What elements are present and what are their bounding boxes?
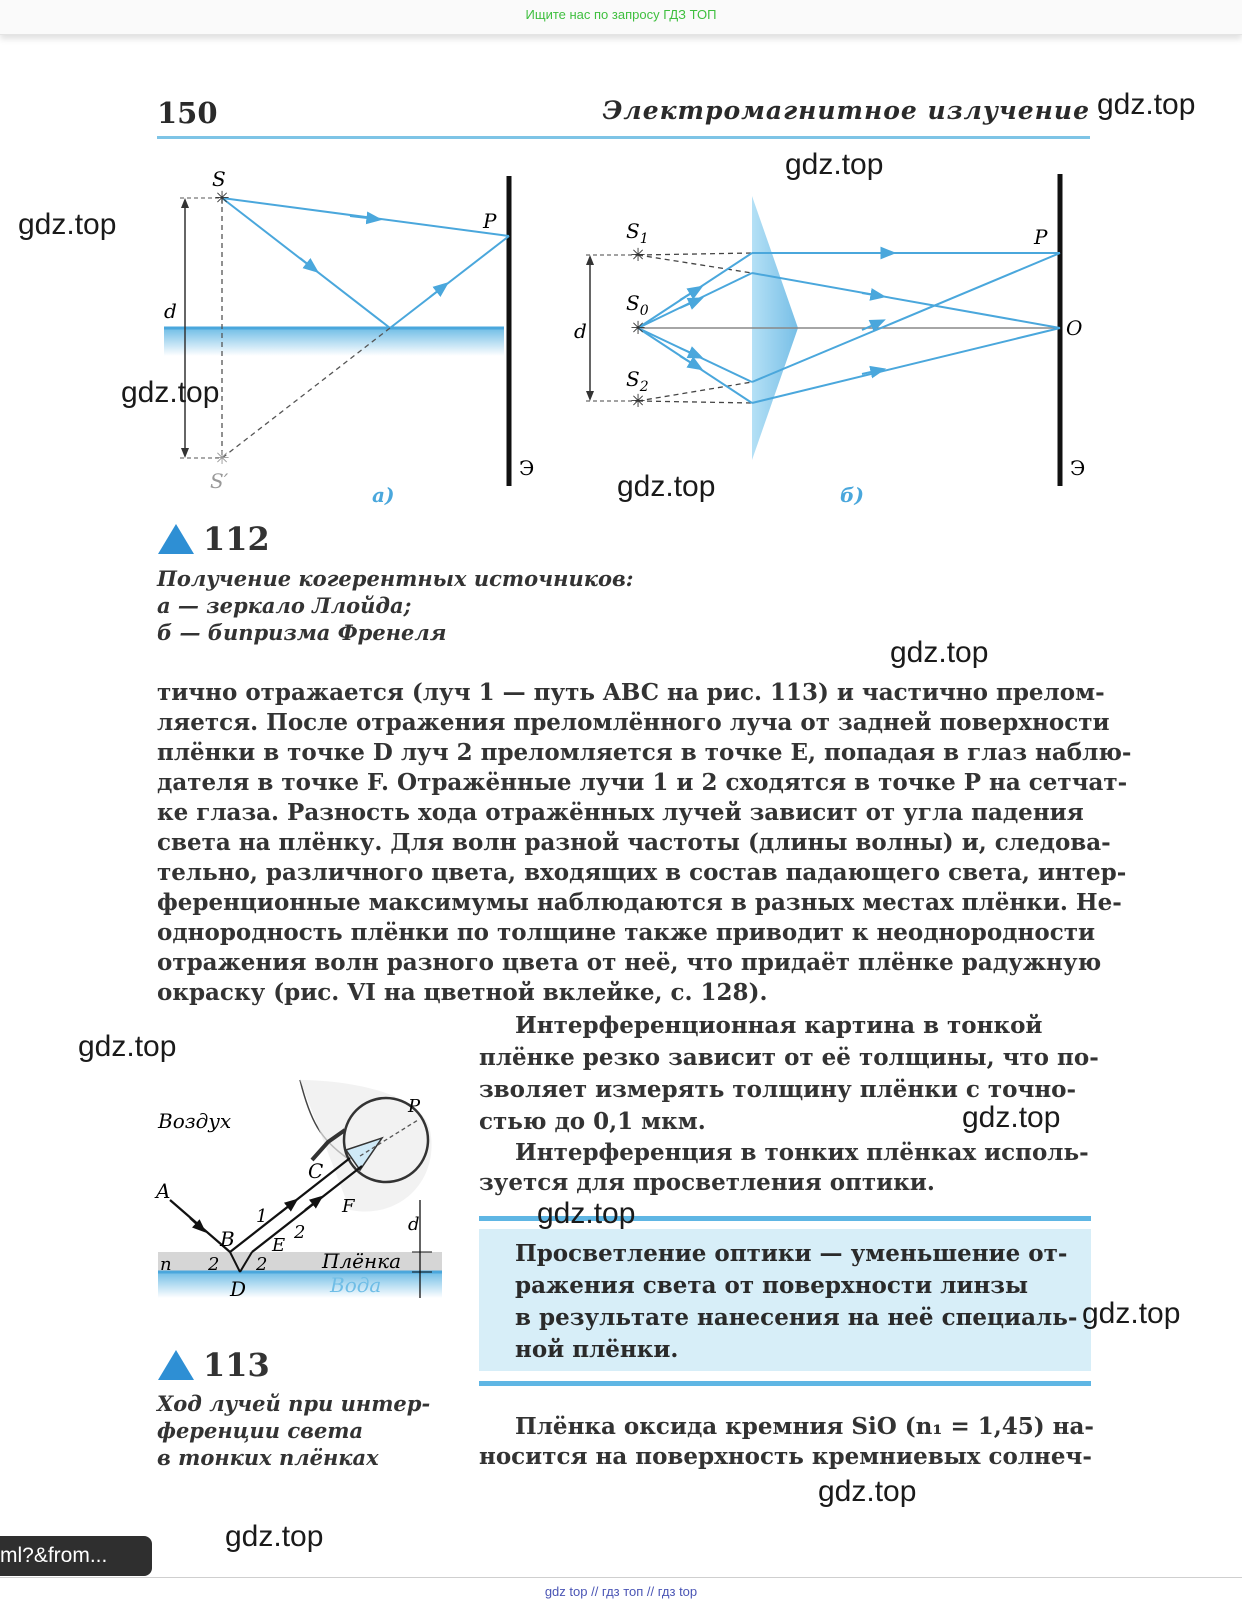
watermark: gdz.top: [617, 470, 716, 503]
watermark: gdz.top: [890, 636, 989, 669]
label-b: б): [840, 483, 864, 507]
watermark: gdz.top: [1097, 88, 1196, 121]
figure-112-number: 112: [203, 520, 270, 558]
mirror-surface: [164, 328, 504, 356]
search-hint-text: Ищите нас по запросу ГДЗ ТОП: [525, 7, 717, 22]
label-P-113: P: [408, 1096, 421, 1117]
optics-paragraph: Интерференция в тонких плёнках исполь- зуется для просветления оптики.: [479, 1139, 1089, 1196]
figure-marker-triangle: [158, 524, 194, 554]
silicon-paragraph: Плёнка оксида кремния SiO (n₁ = 1,45) на- носится на поверхность кремниевых солнеч-: [479, 1413, 1094, 1470]
watermark: gdz.top: [818, 1475, 917, 1508]
label-a: а): [372, 483, 395, 507]
water-layer: [158, 1272, 442, 1298]
label-water: Вода: [330, 1273, 382, 1297]
label-S-prime: S′: [210, 469, 229, 493]
label-D: D: [230, 1277, 247, 1301]
watermark: gdz.top: [225, 1520, 324, 1553]
label-B: B: [220, 1227, 235, 1251]
page-number: 150: [157, 96, 218, 130]
label-A: A: [156, 1179, 171, 1203]
watermark: gdz.top: [537, 1197, 636, 1230]
label-E: E: [272, 1235, 286, 1256]
label-P-a: P: [483, 209, 497, 233]
label-film: Плёнка: [322, 1249, 402, 1273]
star-S: ✳: [214, 188, 230, 209]
figure-marker-triangle-113: [158, 1350, 194, 1380]
watermark: gdz.top: [962, 1101, 1061, 1134]
footer-rule: [0, 1577, 1242, 1578]
label-d-b: d: [574, 319, 587, 343]
label-S0: $S_0$: [626, 291, 649, 319]
url-toast[interactable]: ml?&from...: [0, 1536, 152, 1576]
watermark: gdz.top: [78, 1030, 177, 1063]
label-ray-2-right: 2: [256, 1254, 268, 1275]
label-C: C: [308, 1159, 324, 1183]
thickness-paragraph: Интерференционная картина в тонкой плёнке резко зависит от её толщины, что по- зволяет измерять толщину плёнки с точно- стью до 0,1 мкм.: [479, 1012, 1099, 1135]
star-S2: ✳: [630, 391, 646, 412]
star-S1: ✳: [630, 245, 646, 266]
definition-bottom-rule: [479, 1381, 1091, 1386]
label-P-b: P: [1034, 225, 1048, 249]
reflected-ray: [390, 236, 509, 328]
watermark: gdz.top: [1082, 1297, 1181, 1330]
footer-text: gdz top // гдз топ // гдз top: [544, 1584, 698, 1599]
fresnel-biprism-diagram: [574, 174, 1085, 507]
label-ray-2-left: 2: [208, 1254, 220, 1275]
label-screen-b: Э: [1070, 456, 1086, 480]
label-O: O: [1066, 316, 1083, 340]
watermark: gdz.top: [785, 148, 884, 181]
label-d-113: d: [408, 1214, 420, 1235]
label-S1: $S_1$: [626, 219, 649, 247]
figure-113-number: 113: [203, 1346, 270, 1384]
label-S2: $S_2$: [626, 367, 649, 395]
main-paragraph: тично отражается (луч 1 — путь ABC на рис. 113) и частично прелом- ляется. После отражения преломлённого луча от задней поверхности плёнки в точке D луч 2 преломляется в точке E, попадая в глаз наблю- дателя в точке F. Отражённые лучи 1 и 2 сходятся в точке P на сетчат- ке глаза. Разность хода отражённых лучей зависит от угла падения света на плёнку. Для волн разной частоты (длины волны) и, следова- тельно, различного цвета, входящих в состав падающего света, интер- ференционные максимумы наблюдаются в разных местах плёнки. Не- однородность плёнки по толщине также приводит к неоднородности отражения волн разного цвета от неё, что придаёт плёнке радужную окраску (рис. VI на цветной вклейке, с. 128).: [157, 679, 1132, 1006]
label-d-a: d: [164, 299, 177, 323]
lloyd-mirror-diagram: [164, 167, 534, 507]
label-screen-a: Э: [519, 456, 535, 480]
label-ray-2-top: 2: [294, 1222, 306, 1243]
label-air: Воздух: [158, 1109, 232, 1133]
header-rule: [157, 136, 1090, 139]
star-S0: ✳: [630, 318, 646, 339]
definition-text: Просветление оптики — уменьшение от- ражения света от поверхности линзы в результате нанесения на неё специаль- ной плёнки.: [515, 1240, 1078, 1363]
figure-113-caption: Ход лучей при интер- ференции света в тонких плёнках: [157, 1391, 431, 1470]
star-S-prime: ✳: [214, 448, 230, 469]
watermark: gdz.top: [121, 376, 220, 409]
label-F: F: [342, 1196, 355, 1217]
figure-113: [150, 1070, 460, 1320]
watermark: gdz.top: [18, 208, 117, 241]
label-S: S: [212, 167, 226, 191]
figure-112-caption: Получение когерентных источников: а — зеркало Ллойда; б — бипризма Френеля: [157, 566, 634, 645]
label-n: n: [160, 1254, 172, 1275]
running-title: Электромагнитное излучение: [602, 96, 1090, 125]
label-ray-1: 1: [256, 1206, 268, 1227]
